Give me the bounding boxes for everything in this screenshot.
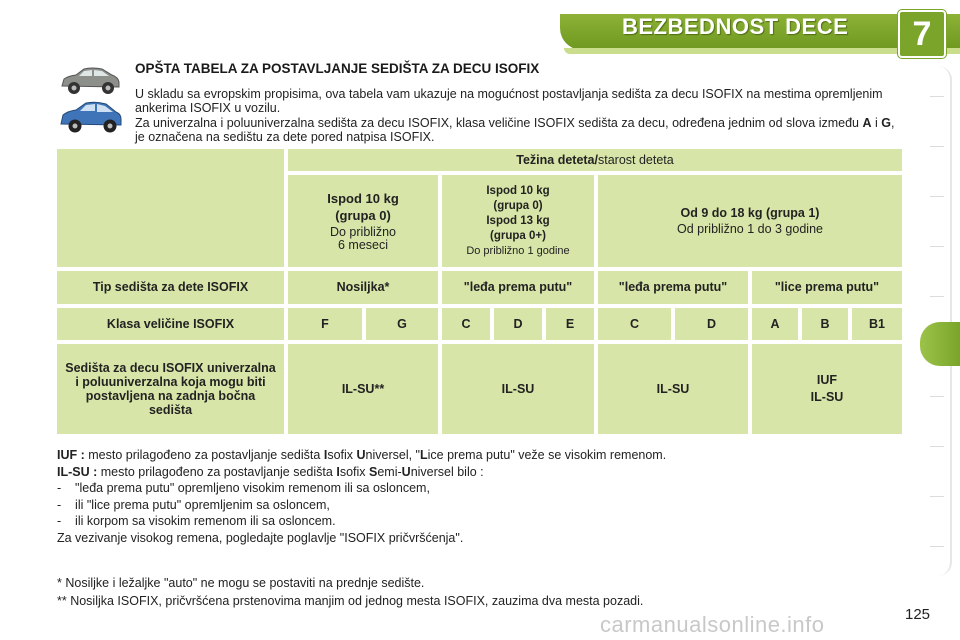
seat-cell: IL-SU — [442, 344, 594, 434]
seat-cell: IUF IL-SU — [752, 344, 902, 434]
note-item: - ili korpom sa visokim remenom ili sa osloncem. — [57, 514, 336, 528]
type-cell: "leđa prema putu" — [442, 271, 594, 304]
page-number: 125 — [905, 606, 931, 623]
type-cell: "leđa prema putu" — [598, 271, 748, 304]
watermark: carmanualsonline.info — [600, 612, 825, 637]
seat-cell: IL-SU — [598, 344, 748, 434]
row-label-seats: Sedišta za decu ISOFIX univerzalna i poluuniverzalna koja mogu biti postavljena na zadnja bočna sedišta — [57, 344, 284, 434]
car-gray-icon — [58, 66, 122, 96]
note-item: - ili "lice prema putu" opremljenim sa osloncem, — [57, 497, 330, 512]
table-corner-cell — [57, 149, 284, 267]
group-0-header: Ispod 10 kg (grupa 0) Do približno 6 meseci — [288, 175, 438, 267]
chapter-tab-active[interactable] — [920, 322, 960, 366]
group-1-header: Od 9 do 18 kg (grupa 1) Od približno 1 do 3 godine — [598, 175, 902, 267]
footnote: * Nosiljke i ležaljke "auto" ne mogu se postaviti na prednje sedište. — [57, 576, 425, 590]
weight-header: Težina deteta/ starost deteta — [288, 149, 902, 171]
class-cell: F — [288, 308, 362, 340]
class-cell: B1 — [852, 308, 902, 340]
row-label-seat-type: Tip sedišta za dete ISOFIX — [57, 271, 284, 304]
chapter-tab-strip — [928, 66, 952, 576]
note-iuf: IUF : mesto prilagođeno za postavljanje sedišta Isofix Universel, "Lice prema putu" veže se visokim remenom. — [57, 448, 667, 462]
note-final: Za vezivanje visokog remena, pogledajte poglavlje "ISOFIX pričvršćenja". — [57, 530, 464, 545]
type-cell: "lice prema putu" — [752, 271, 902, 304]
note-ilsu: IL-SU : mesto prilagođeno za postavljanje sedišta Isofix Semi-Universel bilo : — [57, 464, 484, 479]
class-cell: D — [675, 308, 748, 340]
row-label-size-class: Klasa veličine ISOFIX — [57, 308, 284, 340]
class-cell: E — [546, 308, 594, 340]
group-0plus-header: Ispod 10 kg (grupa 0) Ispod 13 kg (grupa 0+) Do približno 1 godine — [442, 175, 594, 267]
section-title: OPŠTA TABELA ZA POSTAVLJANJE SEDIŠTA ZA DECU ISOFIX — [135, 61, 540, 76]
type-cell: Nosiljka* — [288, 271, 438, 304]
class-cell: C — [442, 308, 490, 340]
notes — [57, 447, 917, 546]
class-cell: C — [598, 308, 671, 340]
footnote: ** Nosiljka ISOFIX, pričvršćena prstenovima manjim od jednog mesta ISOFIX, zauzima dva mesta pozadi. — [57, 594, 644, 608]
car-blue-icon — [58, 100, 124, 134]
class-cell: D — [494, 308, 542, 340]
seat-cell: IL-SU** — [288, 344, 438, 434]
page-title: BEZBEDNOST DECE — [622, 14, 849, 39]
class-cell: A — [752, 308, 798, 340]
intro-paragraph-2: Za univerzalna i poluuniverzalna sedišta za decu ISOFIX, klasa veličine ISOFIX sedišta za decu, određena jednim od slova između A i G, je označena na sedištu za dete pored natpisa ISOFIX. — [135, 116, 895, 144]
chapter-number: 7 — [898, 10, 946, 58]
class-cell: B — [802, 308, 848, 340]
class-cell: G — [366, 308, 438, 340]
footnotes — [57, 574, 917, 610]
note-item: - "leđa prema putu" opremljeno visokim remenom ili sa osloncem, — [57, 481, 430, 495]
intro-paragraph-1: U skladu sa evropskim propisima, ova tabela vam ukazuje na mogućnost postavljanja sedišta za decu ISOFIX na mestima opremljenim ankerima ISOFIX u vozilu. — [135, 87, 883, 115]
